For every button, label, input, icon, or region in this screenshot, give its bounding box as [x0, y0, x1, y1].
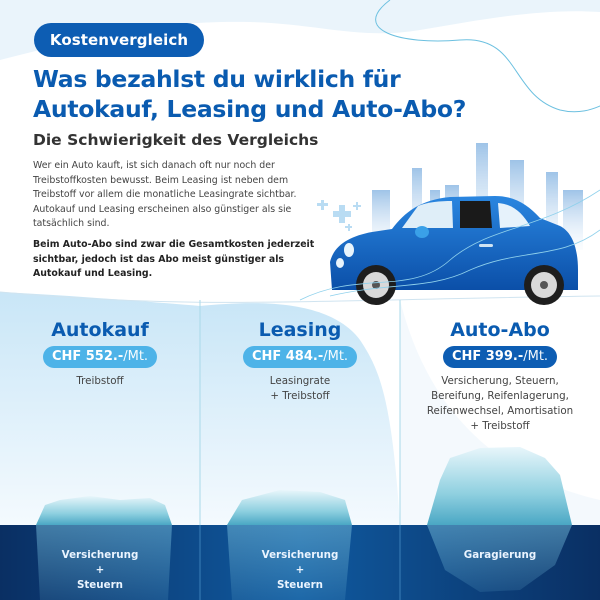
visible-cost-item: Versicherung, Steuern, — [441, 375, 559, 387]
price-badge — [443, 346, 557, 368]
price-unit: /Mt. — [323, 349, 349, 364]
hidden-cost-item: Versicherung — [61, 549, 139, 561]
title-line-1: Was bezahlst du wirklich für — [33, 65, 401, 93]
hidden-cost-plus: + — [95, 564, 105, 576]
visible-costs — [200, 374, 400, 404]
intro-highlight: Beim Auto-Abo sind zwar die Gesamtkosten jederzeit sichtbar, jedoch ist das Abo meist günstiger als Autokauf und Leasing. — [33, 239, 315, 280]
hidden-cost-item: Versicherung — [261, 549, 339, 561]
price-badge — [43, 346, 157, 368]
hidden-cost-item: Steuern — [76, 579, 124, 591]
hidden-costs-auto-abo — [400, 548, 600, 563]
visible-cost-item: Treibstoff — [76, 375, 124, 387]
price-amount: CHF 484.- — [251, 349, 324, 364]
page-title — [33, 64, 553, 124]
price-badge — [243, 346, 357, 368]
hidden-cost-item: Steuern — [276, 579, 324, 591]
column-title: Leasing — [258, 319, 342, 341]
subtitle: Die Schwierigkeit des Vergleichs — [33, 131, 319, 149]
hidden-costs-leasing — [200, 548, 400, 593]
intro-paragraph: Wer ein Auto kauft, ist sich danach oft nur noch der Treibstoffkosten bewusst. Beim Leasing ist neben dem Treibstoff vor allem die monatliche Leasingrate sichtbar. Autokauf und Leasing erscheinen also günstiger als sie tatsächlich sind. — [33, 160, 297, 230]
visible-costs — [0, 374, 200, 389]
column-leasing — [200, 318, 400, 404]
column-title: Auto-Abo — [450, 319, 550, 341]
visible-cost-item: Bereifung, Reifenlagerung, — [431, 390, 569, 402]
visible-cost-item: + Treibstoff — [270, 390, 330, 402]
hidden-cost-item: Garagierung — [463, 549, 537, 561]
category-badge: Kostenvergleich — [34, 23, 204, 57]
column-autokauf — [0, 318, 200, 389]
visible-costs — [400, 374, 600, 434]
visible-cost-item: Reifenwechsel, Amortisation — [426, 405, 574, 417]
price-amount: CHF 399.- — [451, 349, 524, 364]
column-title: Autokauf — [51, 319, 149, 341]
hidden-costs-autokauf — [0, 548, 200, 593]
price-unit: /Mt. — [523, 349, 549, 364]
visible-cost-item: + Treibstoff — [470, 420, 530, 432]
price-unit: /Mt. — [123, 349, 149, 364]
price-amount: CHF 552.- — [51, 349, 124, 364]
visible-cost-item: Leasingrate — [269, 375, 331, 387]
title-line-2: Autokauf, Leasing und Auto-Abo? — [33, 95, 467, 123]
hidden-cost-plus: + — [295, 564, 305, 576]
column-auto-abo — [400, 318, 600, 434]
